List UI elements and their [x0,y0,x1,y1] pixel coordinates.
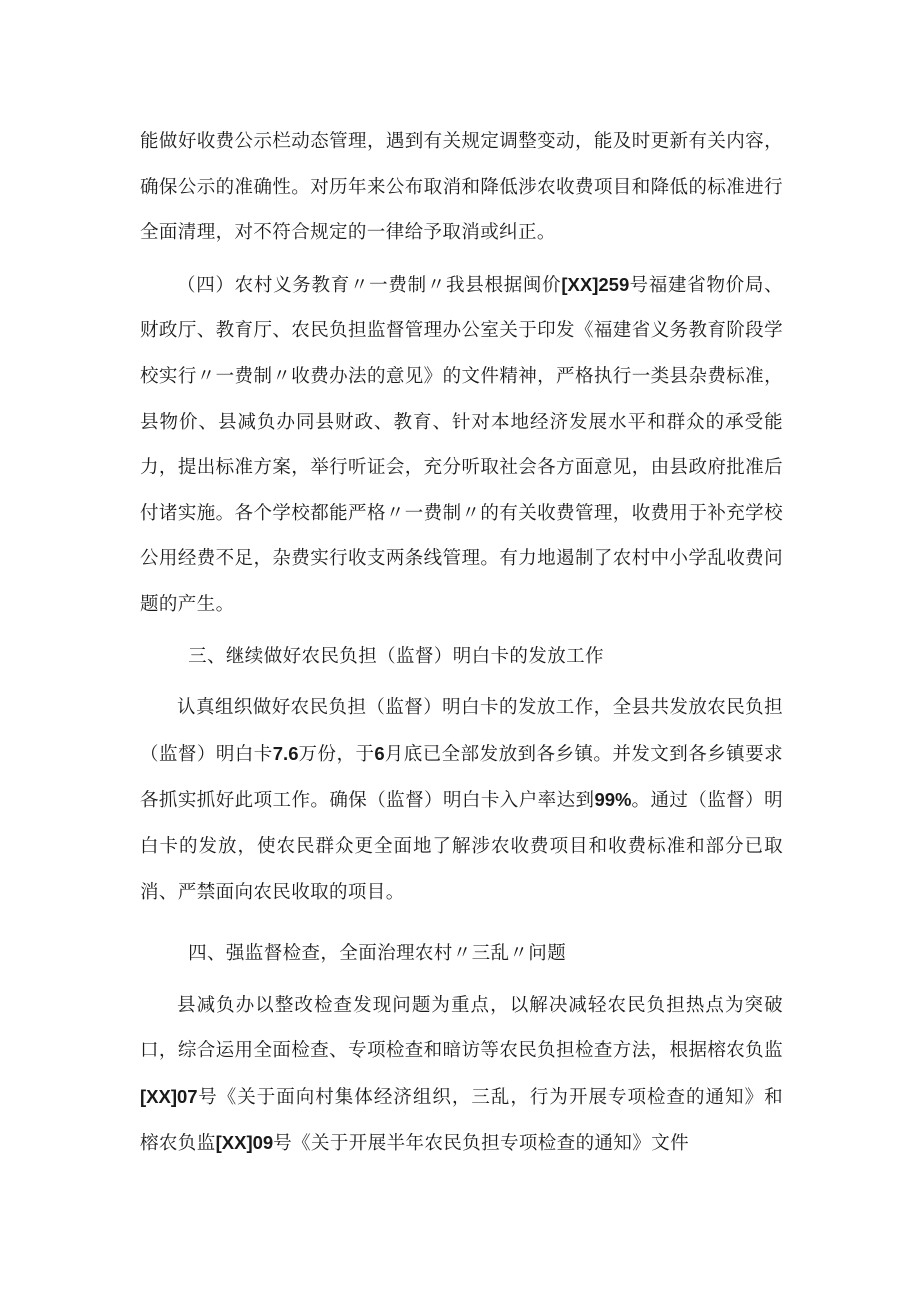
document-number: 6 [374,742,385,764]
document-number: 99% [594,789,632,811]
text-run: 三、继续做好农民负担（监督）明白卡的发放工作 [188,645,604,667]
paragraph-supervision-inspection [140,983,783,1167]
document-page [140,119,783,1167]
text-run: 。通过（监督）明白卡的发放，使农民群众更全面地了解涉农收费项目和收费标准和部分已取消、严禁面向农民收取的项目。 [140,790,784,903]
paragraph-burden-card [140,685,783,915]
document-number: 7.6 [272,742,299,764]
text-run: 认真组织做好农民负担（监督）明白卡的发放工作，全县共发放农民负担（监督）明白卡 [140,697,783,765]
text-run: 号《关于开展半年农民负担专项检查的通知》文件 [273,1133,689,1155]
text-run: 月底已全部发放到各乡镇。并发文到各乡镇要求各抓实抓好此项工作。确保（监督）明白卡入户率达到 [140,743,783,812]
text-run: 号《关于面向村集体经济组织，三乱，行为开展专项检查的通知》和榕农负监 [140,1086,783,1155]
section-heading-three [140,634,783,680]
paragraph-fee-board-management [140,119,783,256]
text-run: 能做好收费公示栏动态管理，遇到有关规定调整变动，能及时更新有关内容，确保公示的准确性。对历年来公布取消和降低涉农收费项目和降低的标准进行全面清理，对不符合规定的一律给予取消或纠正。 [140,131,783,244]
section-heading-four [140,931,783,977]
text-run: 县减负办以整改检查发现问题为重点，以解决减轻农民负担热点为突破口，综合运用全面检查、专项检查和暗访等农民负担检查方法，根据榕农负监 [140,994,783,1062]
paragraph-one-fee-system [140,262,783,628]
text-run: 号福建省物价局、财政厅、教育厅、农民负担监督管理办公室关于印发《福建省义务教育阶段学校实行〃一费制〃收费办法的意见》的文件精神，严格执行一类县杂费标准，县物价、县减负办同县财政、教育、针对本地经济发展水平和群众的承受能力，提出标准方案，举行听证会，充分听取社会各方面意见，由县政府批准后付诸实施。各个学校都能严格〃一费制〃的有关收费管理，收费用于补充学校公用经费不足，杂费实行收支两条线管理。有力地遏制了农村中小学乱收费问题的产生。 [140,274,783,615]
text-run: 万份，于 [298,743,375,765]
text-run: 四、强监督检查，全面治理农村〃三乱〃问题 [188,943,567,965]
document-number: [XX]07 [140,1085,198,1107]
document-number: [XX]09 [215,1132,274,1154]
text-run: （四）农村义务教育〃一费制〃我县根据闽价 [177,274,562,296]
document-number: [XX]259 [561,273,630,295]
